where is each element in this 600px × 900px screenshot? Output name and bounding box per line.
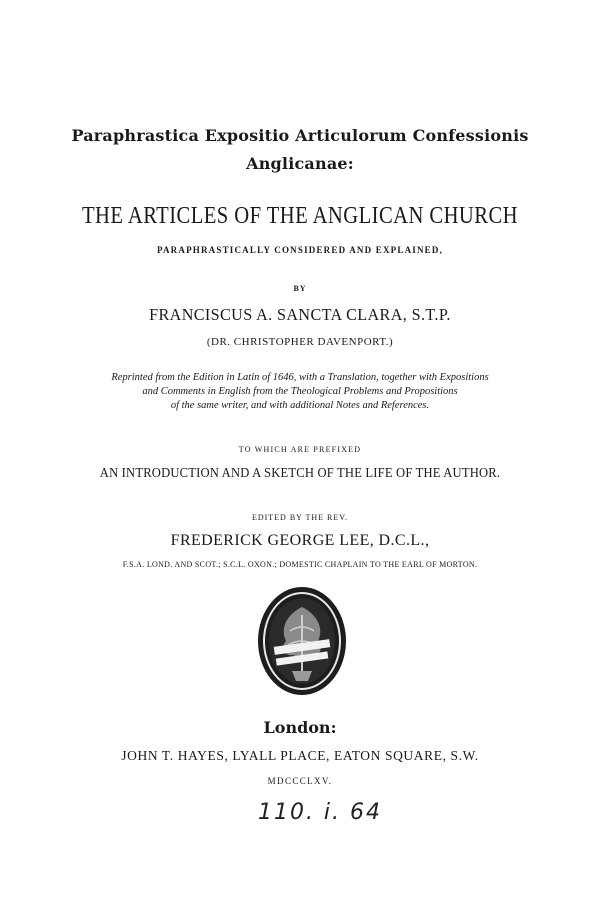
imprint-date: MDCCCLXV.	[267, 776, 333, 786]
imprint-place: London:	[263, 718, 337, 737]
latin-title-line-2: Anglicanae:	[246, 154, 354, 173]
reprint-note-line-1: Reprinted from the Edition in Latin of 1646, with a Translation, together with Expositions	[111, 372, 489, 383]
editor-credentials: F.S.A. LOND. AND SCOT.; S.C.L. OXON.; DOMESTIC CHAPLAIN TO THE EARL OF MORTON.	[122, 560, 478, 569]
latin-title-line-1: Paraphrastica Expositio Articulorum Confessionis	[71, 126, 529, 145]
reprint-note-line-3: of the same writer, and with additional Notes and References.	[170, 400, 430, 411]
publisher-seal-icon	[256, 585, 348, 697]
editor-name: FREDERICK GEORGE LEE, D.C.L.,	[170, 532, 430, 549]
edited-by-label: EDITED BY THE REV.	[251, 513, 349, 522]
author-name: FRANCISCUS A. SANCTA CLARA, S.T.P.	[149, 305, 451, 324]
introduction-line: AN INTRODUCTION AND A SKETCH OF THE LIFE OF THE AUTHOR.	[99, 466, 501, 481]
reprint-note-line-2: and Comments in English from the Theological Problems and Propositions	[142, 386, 458, 397]
imprint-publisher: JOHN T. HAYES, LYALL PLACE, EATON SQUARE, S.W.	[121, 748, 479, 763]
main-title: THE ARTICLES OF THE ANGLICAN CHURCH	[82, 203, 518, 229]
by-label: BY	[293, 284, 307, 293]
subtitle: PARAPHRASTICALLY CONSIDERED AND EXPLAINED,	[156, 245, 444, 255]
author-alias: (DR. CHRISTOPHER DAVENPORT.)	[206, 336, 394, 348]
handwritten-shelfmark: 110. i. 64	[257, 800, 383, 825]
prefixed-label: TO WHICH ARE PREFIXED	[238, 445, 362, 454]
